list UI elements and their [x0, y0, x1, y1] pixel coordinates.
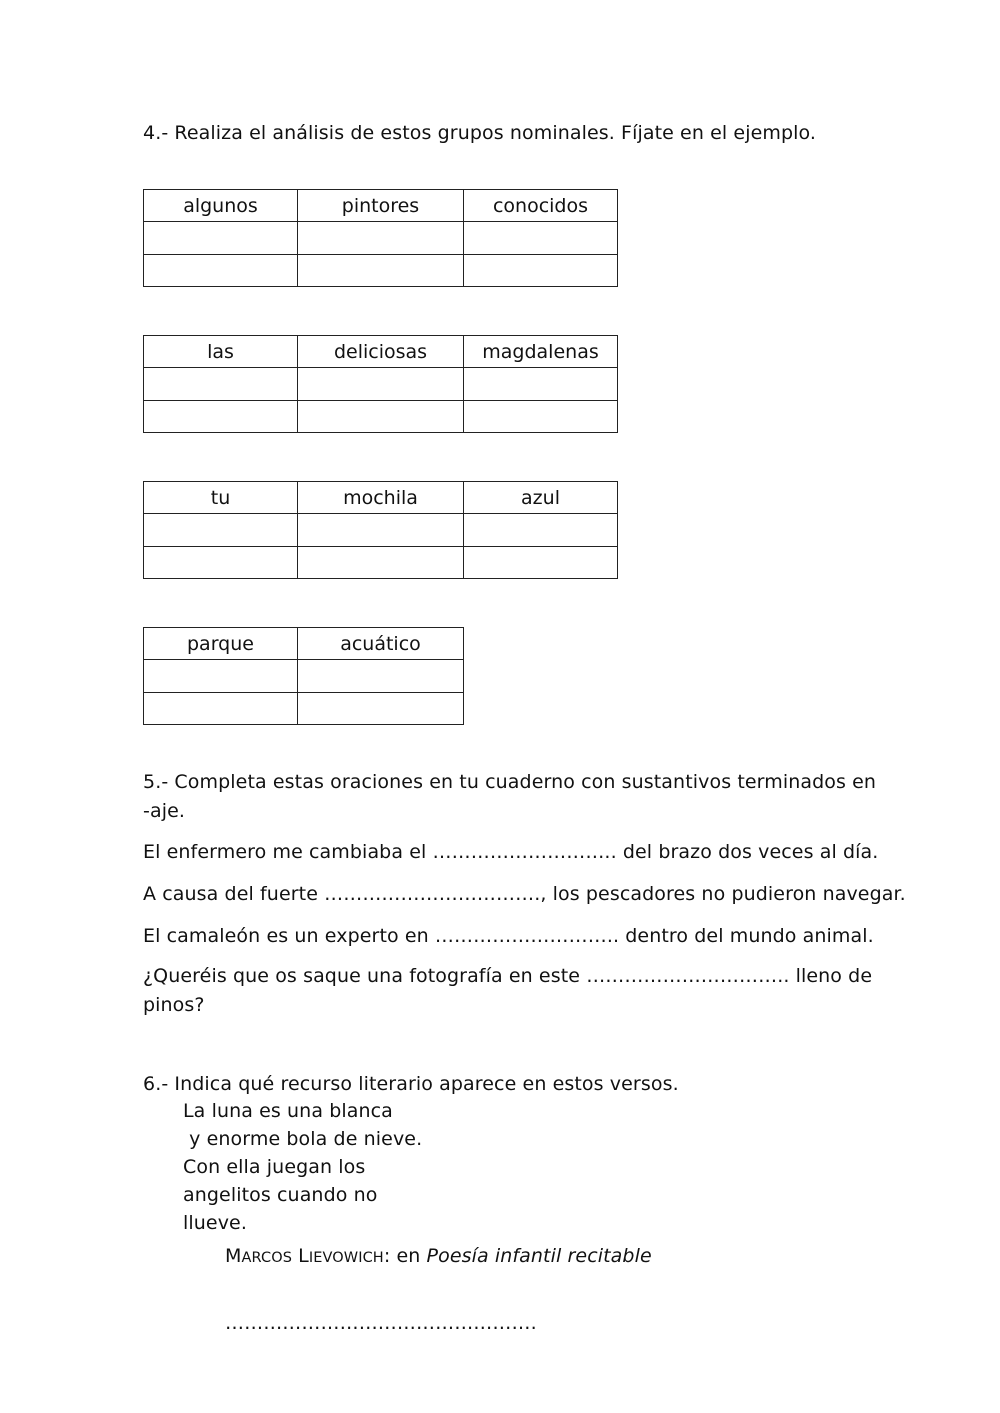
answer-cell[interactable] — [464, 400, 618, 432]
answer-cell[interactable] — [298, 368, 464, 400]
source-title: Poesía infantil recitable — [426, 1245, 652, 1267]
q4-instruction: 4.- Realiza el análisis de estos grupos nominales. Fíjate en el ejemplo. — [143, 122, 817, 144]
q5-sentence-3: El camaleón es un experto en ……………………….. dentro del mundo animal. — [143, 925, 874, 947]
q5-sentence-2: A causa del fuerte ……………………………., los pescadores no pudieron navegar. — [143, 883, 906, 905]
table-answer-row — [144, 254, 618, 286]
q6-instruction: 6.- Indica qué recurso literario aparece en estos versos. — [143, 1073, 679, 1095]
table-header-row — [144, 482, 618, 514]
answer-cell[interactable] — [144, 514, 298, 546]
poem-verse-3: Con ella juegan los — [183, 1156, 366, 1178]
author-last-initial: L — [298, 1245, 309, 1267]
table-header-row — [144, 628, 464, 660]
table-header-row — [144, 336, 618, 368]
table-word-cell: azul — [464, 482, 618, 514]
table-word-cell: parque — [144, 628, 298, 660]
table-word-cell: deliciosas — [298, 336, 464, 368]
q5-instruction-line1: 5.- Completa estas oraciones en tu cuaderno con sustantivos terminados en — [143, 771, 877, 793]
table-word-cell: tu — [144, 482, 298, 514]
analysis-table-1 — [143, 189, 618, 287]
table-header-row — [144, 190, 618, 222]
author-last-rest: IEVOWICH — [308, 1250, 384, 1266]
source-prefix: : en — [383, 1245, 427, 1267]
table-answer-row — [144, 222, 618, 254]
answer-cell[interactable] — [144, 222, 298, 254]
table-answer-row — [144, 400, 618, 432]
answer-cell[interactable] — [298, 692, 464, 724]
table-word-cell: las — [144, 336, 298, 368]
answer-cell[interactable] — [464, 514, 618, 546]
table-answer-row — [144, 514, 618, 546]
table-answer-row — [144, 546, 618, 578]
answer-cell[interactable] — [464, 546, 618, 578]
q5-instruction-line2: -aje. — [143, 800, 186, 822]
answer-cell[interactable] — [144, 660, 298, 692]
table-word-cell: pintores — [298, 190, 464, 222]
answer-cell[interactable] — [464, 222, 618, 254]
author-first-rest: ARCOS — [241, 1250, 293, 1266]
answer-cell[interactable] — [144, 254, 298, 286]
table-word-cell: magdalenas — [464, 336, 618, 368]
answer-cell[interactable] — [144, 400, 298, 432]
table-word-cell: mochila — [298, 482, 464, 514]
poem-verse-2: y enorme bola de nieve. — [183, 1128, 423, 1150]
answer-cell[interactable] — [144, 368, 298, 400]
analysis-table-3 — [143, 481, 618, 579]
answer-cell[interactable] — [298, 222, 464, 254]
answer-cell[interactable] — [464, 254, 618, 286]
answer-cell[interactable] — [298, 400, 464, 432]
table-answer-row — [144, 660, 464, 692]
poem-verse-5: llueve. — [183, 1212, 247, 1234]
answer-cell[interactable] — [144, 546, 298, 578]
poem-verse-1: La luna es una blanca — [183, 1100, 393, 1122]
answer-cell[interactable] — [298, 660, 464, 692]
answer-cell[interactable] — [144, 692, 298, 724]
table-word-cell: algunos — [144, 190, 298, 222]
table-answer-row — [144, 692, 464, 724]
q5-sentence-4: ¿Queréis que os saque una fotografía en este ………………………….. lleno de — [143, 965, 873, 987]
table-answer-row — [144, 368, 618, 400]
q5-sentence-4-continued: pinos? — [143, 994, 205, 1016]
table-word-cell: acuático — [298, 628, 464, 660]
analysis-table-2 — [143, 335, 618, 433]
poem-verse-4: angelitos cuando no — [183, 1184, 378, 1206]
answer-cell[interactable] — [298, 546, 464, 578]
q5-sentence-1: El enfermero me cambiaba el ……………………….. del brazo dos veces al día. — [143, 841, 879, 863]
answer-cell[interactable] — [464, 368, 618, 400]
analysis-table-4 — [143, 627, 464, 725]
table-word-cell: conocidos — [464, 190, 618, 222]
q6-answer-line[interactable]: …………………………………………. — [225, 1312, 537, 1334]
poem-citation — [225, 1245, 652, 1267]
author-first-initial: M — [225, 1245, 242, 1267]
answer-cell[interactable] — [298, 254, 464, 286]
answer-cell[interactable] — [298, 514, 464, 546]
